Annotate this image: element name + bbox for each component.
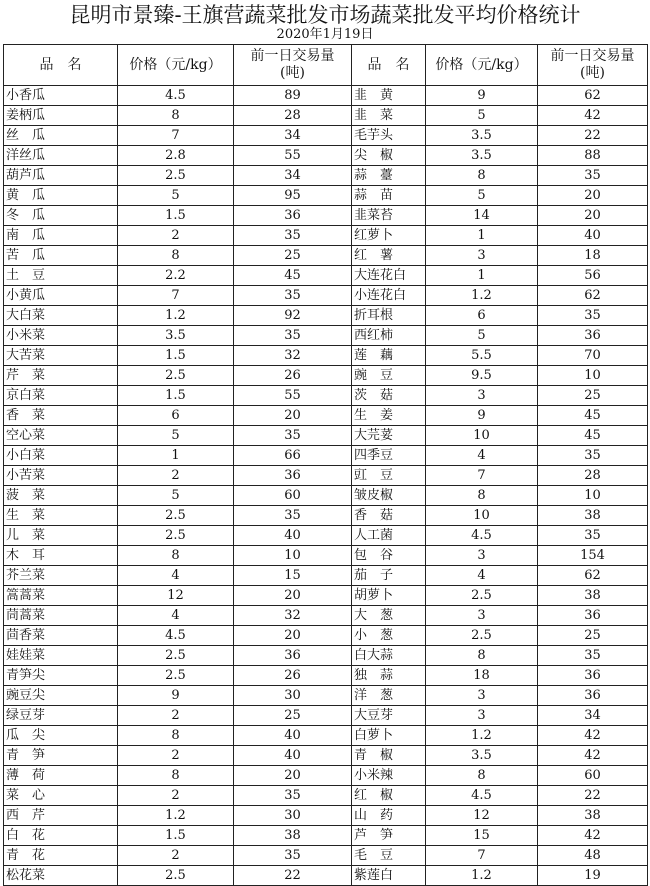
item-name: 小黄瓜 xyxy=(4,286,118,306)
item-volume: 20 xyxy=(234,766,352,786)
table-row xyxy=(4,406,648,426)
item-price: 6 xyxy=(426,306,538,326)
item-price: 7 xyxy=(426,846,538,866)
item-volume: 38 xyxy=(538,506,648,526)
item-price: 1.5 xyxy=(118,346,234,366)
item-volume: 32 xyxy=(234,606,352,626)
item-price: 7 xyxy=(118,286,234,306)
item-volume: 42 xyxy=(538,746,648,766)
item-price: 3 xyxy=(426,606,538,626)
item-name: 西红柿 xyxy=(352,326,426,346)
item-price: 14 xyxy=(426,206,538,226)
item-name: 胡萝卜 xyxy=(352,586,426,606)
header-label: 价格（元/kg） xyxy=(129,56,222,73)
item-name: 人工菌 xyxy=(352,526,426,546)
item-volume: 42 xyxy=(538,726,648,746)
item-price: 1.2 xyxy=(426,286,538,306)
table-row xyxy=(4,686,648,706)
table-row xyxy=(4,446,648,466)
item-price: 8 xyxy=(118,546,234,566)
item-name: 小 葱 xyxy=(352,626,426,646)
item-price: 4.5 xyxy=(118,86,234,106)
item-price: 8 xyxy=(426,486,538,506)
item-name: 尖 椒 xyxy=(352,146,426,166)
item-volume: 15 xyxy=(234,566,352,586)
item-volume: 26 xyxy=(234,366,352,386)
item-price: 4.5 xyxy=(118,626,234,646)
item-name: 黄 瓜 xyxy=(4,186,118,206)
item-name: 豇 豆 xyxy=(352,466,426,486)
item-price: 1.2 xyxy=(118,806,234,826)
item-name: 大芫荽 xyxy=(352,426,426,446)
item-price: 9 xyxy=(426,86,538,106)
item-price: 1.2 xyxy=(426,726,538,746)
item-name: 韭 菜 xyxy=(352,106,426,126)
table-row xyxy=(4,206,648,226)
item-name: 茴香菜 xyxy=(4,626,118,646)
item-price: 5 xyxy=(426,326,538,346)
item-name: 芥兰菜 xyxy=(4,566,118,586)
item-name: 大连花白 xyxy=(352,266,426,286)
item-name: 小米辣 xyxy=(352,766,426,786)
item-price: 10 xyxy=(426,426,538,446)
table-row xyxy=(4,106,648,126)
item-name: 瓜 尖 xyxy=(4,726,118,746)
item-volume: 10 xyxy=(538,366,648,386)
item-price: 8 xyxy=(118,766,234,786)
item-name: 四季豆 xyxy=(352,446,426,466)
item-price: 1.5 xyxy=(118,826,234,846)
item-volume: 20 xyxy=(538,186,648,206)
item-name: 生 姜 xyxy=(352,406,426,426)
item-volume: 20 xyxy=(234,406,352,426)
item-volume: 35 xyxy=(234,286,352,306)
item-name: 蒜 苗 xyxy=(352,186,426,206)
item-volume: 36 xyxy=(538,606,648,626)
item-name: 芹 菜 xyxy=(4,366,118,386)
item-name: 丝 瓜 xyxy=(4,126,118,146)
item-price: 10 xyxy=(426,506,538,526)
item-name: 南 瓜 xyxy=(4,226,118,246)
item-name: 大白菜 xyxy=(4,306,118,326)
item-volume: 38 xyxy=(538,586,648,606)
item-volume: 35 xyxy=(234,426,352,446)
item-name: 大豆芽 xyxy=(352,706,426,726)
item-volume: 28 xyxy=(538,466,648,486)
table-row xyxy=(4,286,648,306)
item-volume: 22 xyxy=(234,866,352,886)
item-name: 小香瓜 xyxy=(4,86,118,106)
item-volume: 35 xyxy=(538,446,648,466)
item-name: 菜 心 xyxy=(4,786,118,806)
item-price: 2.2 xyxy=(118,266,234,286)
item-price: 4 xyxy=(118,606,234,626)
item-volume: 36 xyxy=(538,666,648,686)
item-name: 西 芹 xyxy=(4,806,118,826)
item-volume: 62 xyxy=(538,286,648,306)
header-volume-left xyxy=(234,45,352,86)
item-name: 洋 葱 xyxy=(352,686,426,706)
item-price: 3.5 xyxy=(426,146,538,166)
item-volume: 35 xyxy=(234,326,352,346)
item-price: 1.5 xyxy=(118,206,234,226)
item-volume: 40 xyxy=(234,746,352,766)
table-row xyxy=(4,366,648,386)
header-price-left xyxy=(118,45,234,86)
item-price: 8 xyxy=(426,166,538,186)
item-name: 韭菜苔 xyxy=(352,206,426,226)
item-volume: 30 xyxy=(234,806,352,826)
table-row xyxy=(4,586,648,606)
item-name: 白萝卜 xyxy=(352,726,426,746)
item-name: 白大蒜 xyxy=(352,646,426,666)
item-price: 2 xyxy=(118,226,234,246)
item-volume: 36 xyxy=(234,206,352,226)
item-volume: 10 xyxy=(234,546,352,566)
item-name: 小苦菜 xyxy=(4,466,118,486)
header-row xyxy=(4,45,648,86)
item-price: 15 xyxy=(426,826,538,846)
item-volume: 35 xyxy=(234,846,352,866)
table-row xyxy=(4,566,648,586)
item-volume: 60 xyxy=(234,486,352,506)
item-volume: 22 xyxy=(538,126,648,146)
item-name: 红萝卜 xyxy=(352,226,426,246)
header-label: (吨) xyxy=(580,65,605,81)
item-name: 儿 菜 xyxy=(4,526,118,546)
item-name: 紫莲白 xyxy=(352,866,426,886)
table-row xyxy=(4,246,648,266)
item-volume: 45 xyxy=(538,426,648,446)
item-price: 4 xyxy=(118,566,234,586)
item-name: 青笋尖 xyxy=(4,666,118,686)
item-volume: 38 xyxy=(538,806,648,826)
item-price: 5 xyxy=(118,426,234,446)
item-price: 4.5 xyxy=(426,786,538,806)
item-name: 生 菜 xyxy=(4,506,118,526)
table-row xyxy=(4,626,648,646)
item-price: 4 xyxy=(426,566,538,586)
item-price: 4.5 xyxy=(426,526,538,546)
item-price: 5 xyxy=(118,186,234,206)
item-volume: 35 xyxy=(538,526,648,546)
item-price: 9 xyxy=(118,686,234,706)
header-name-left xyxy=(4,45,118,86)
item-volume: 42 xyxy=(538,106,648,126)
item-volume: 38 xyxy=(234,826,352,846)
table-row xyxy=(4,546,648,566)
item-volume: 20 xyxy=(538,206,648,226)
table-row xyxy=(4,786,648,806)
table-row xyxy=(4,426,648,446)
item-price: 2.5 xyxy=(118,166,234,186)
item-name: 菠 菜 xyxy=(4,486,118,506)
table-row xyxy=(4,746,648,766)
table-row xyxy=(4,166,648,186)
item-volume: 40 xyxy=(538,226,648,246)
item-volume: 40 xyxy=(234,726,352,746)
document-title: 昆明市景臻-王旗营蔬菜批发市场蔬菜批发平均价格统计 xyxy=(69,3,581,27)
table-row xyxy=(4,346,648,366)
item-name: 独 蒜 xyxy=(352,666,426,686)
item-price: 3.5 xyxy=(426,126,538,146)
item-price: 8 xyxy=(426,766,538,786)
item-price: 5 xyxy=(426,186,538,206)
item-volume: 30 xyxy=(234,686,352,706)
item-name: 芦 笋 xyxy=(352,826,426,846)
item-volume: 36 xyxy=(538,326,648,346)
item-name: 洋丝瓜 xyxy=(4,146,118,166)
item-name: 大 葱 xyxy=(352,606,426,626)
item-price: 1.5 xyxy=(118,386,234,406)
item-price: 6 xyxy=(118,406,234,426)
item-name: 红 椒 xyxy=(352,786,426,806)
item-price: 2 xyxy=(118,466,234,486)
item-name: 青 椒 xyxy=(352,746,426,766)
item-volume: 34 xyxy=(234,166,352,186)
item-name: 苦 瓜 xyxy=(4,246,118,266)
table-row xyxy=(4,146,648,166)
item-name: 薄 荷 xyxy=(4,766,118,786)
item-price: 8 xyxy=(118,726,234,746)
item-volume: 25 xyxy=(538,386,648,406)
item-name: 娃娃菜 xyxy=(4,646,118,666)
table-row xyxy=(4,866,648,886)
item-volume: 48 xyxy=(538,846,648,866)
table-row xyxy=(4,306,648,326)
item-price: 1 xyxy=(426,266,538,286)
item-name: 小白菜 xyxy=(4,446,118,466)
item-price: 2.5 xyxy=(118,506,234,526)
item-price: 12 xyxy=(118,586,234,606)
item-volume: 20 xyxy=(234,626,352,646)
item-volume: 35 xyxy=(234,506,352,526)
item-name: 茨 菇 xyxy=(352,386,426,406)
item-name: 大苦菜 xyxy=(4,346,118,366)
item-price: 2.5 xyxy=(118,366,234,386)
header-volume-right xyxy=(538,45,648,86)
item-volume: 25 xyxy=(234,706,352,726)
item-price: 4 xyxy=(426,446,538,466)
item-price: 2.8 xyxy=(118,146,234,166)
item-volume: 18 xyxy=(538,246,648,266)
table-row xyxy=(4,806,648,826)
item-volume: 45 xyxy=(538,406,648,426)
item-volume: 28 xyxy=(234,106,352,126)
item-price: 2.5 xyxy=(426,586,538,606)
item-volume: 70 xyxy=(538,346,648,366)
table-row xyxy=(4,766,648,786)
item-name: 青 花 xyxy=(4,846,118,866)
header-name-right xyxy=(352,45,426,86)
item-volume: 36 xyxy=(234,466,352,486)
item-price: 2.5 xyxy=(118,646,234,666)
item-price: 2 xyxy=(118,706,234,726)
item-name: 皱皮椒 xyxy=(352,486,426,506)
item-price: 18 xyxy=(426,666,538,686)
item-price: 3.5 xyxy=(426,746,538,766)
table-row xyxy=(4,826,648,846)
item-volume: 42 xyxy=(538,826,648,846)
item-volume: 45 xyxy=(234,266,352,286)
item-volume: 36 xyxy=(234,646,352,666)
item-volume: 88 xyxy=(538,146,648,166)
item-name: 青 笋 xyxy=(4,746,118,766)
item-price: 9.5 xyxy=(426,366,538,386)
item-volume: 35 xyxy=(538,306,648,326)
item-price: 5 xyxy=(118,486,234,506)
table-row xyxy=(4,846,648,866)
item-name: 白 花 xyxy=(4,826,118,846)
item-volume: 95 xyxy=(234,186,352,206)
item-name: 茄 子 xyxy=(352,566,426,586)
table-row xyxy=(4,646,648,666)
item-volume: 19 xyxy=(538,866,648,886)
item-volume: 35 xyxy=(234,226,352,246)
table-row xyxy=(4,266,648,286)
item-name: 小米菜 xyxy=(4,326,118,346)
item-volume: 34 xyxy=(538,706,648,726)
item-name: 香 菇 xyxy=(352,506,426,526)
item-name: 红 薯 xyxy=(352,246,426,266)
item-volume: 26 xyxy=(234,666,352,686)
table-body xyxy=(4,86,648,886)
item-price: 2 xyxy=(118,786,234,806)
item-price: 9 xyxy=(426,406,538,426)
item-volume: 62 xyxy=(538,566,648,586)
item-volume: 55 xyxy=(234,386,352,406)
item-price: 2.5 xyxy=(118,526,234,546)
item-name: 豌 豆 xyxy=(352,366,426,386)
header-label: 前一日交易量 xyxy=(550,48,635,64)
item-volume: 35 xyxy=(538,166,648,186)
item-price: 3 xyxy=(426,706,538,726)
item-volume: 40 xyxy=(234,526,352,546)
item-price: 2 xyxy=(118,746,234,766)
item-name: 土 豆 xyxy=(4,266,118,286)
item-price: 3 xyxy=(426,546,538,566)
item-name: 豌豆尖 xyxy=(4,686,118,706)
item-volume: 56 xyxy=(538,266,648,286)
table-row xyxy=(4,386,648,406)
item-name: 茼蒿菜 xyxy=(4,606,118,626)
item-volume: 62 xyxy=(538,86,648,106)
item-name: 绿豆芽 xyxy=(4,706,118,726)
item-volume: 25 xyxy=(234,246,352,266)
table-row xyxy=(4,726,648,746)
table-row xyxy=(4,186,648,206)
item-volume: 20 xyxy=(234,586,352,606)
item-volume: 36 xyxy=(538,686,648,706)
item-volume: 66 xyxy=(234,446,352,466)
item-volume: 22 xyxy=(538,786,648,806)
item-volume: 55 xyxy=(234,146,352,166)
table-row xyxy=(4,86,648,106)
item-name: 韭 黄 xyxy=(352,86,426,106)
item-volume: 34 xyxy=(234,126,352,146)
item-name: 小连花白 xyxy=(352,286,426,306)
header-price-right xyxy=(426,45,538,86)
item-price: 3.5 xyxy=(118,326,234,346)
item-volume: 10 xyxy=(538,486,648,506)
item-volume: 35 xyxy=(234,786,352,806)
table-row xyxy=(4,466,648,486)
item-name: 蒜 薹 xyxy=(352,166,426,186)
item-name: 香 菜 xyxy=(4,406,118,426)
item-volume: 154 xyxy=(538,546,648,566)
item-price: 5 xyxy=(426,106,538,126)
document-date: 2020年1月19日 xyxy=(276,27,374,42)
table-row xyxy=(4,706,648,726)
item-name: 包 谷 xyxy=(352,546,426,566)
table-row xyxy=(4,526,648,546)
item-volume: 89 xyxy=(234,86,352,106)
item-price: 3 xyxy=(426,246,538,266)
item-price: 5.5 xyxy=(426,346,538,366)
table-row xyxy=(4,486,648,506)
item-name: 姜柄瓜 xyxy=(4,106,118,126)
item-price: 7 xyxy=(426,466,538,486)
item-price: 12 xyxy=(426,806,538,826)
item-name: 山 药 xyxy=(352,806,426,826)
header-label: 品 名 xyxy=(367,56,410,73)
item-price: 2.5 xyxy=(118,866,234,886)
header-label: 品 名 xyxy=(39,56,82,73)
item-price: 1 xyxy=(426,226,538,246)
item-name: 京白菜 xyxy=(4,386,118,406)
table-row xyxy=(4,326,648,346)
item-volume: 92 xyxy=(234,306,352,326)
item-price: 2.5 xyxy=(118,666,234,686)
table-row xyxy=(4,226,648,246)
item-name: 葫芦瓜 xyxy=(4,166,118,186)
price-table xyxy=(3,44,648,886)
header-label: 价格（元/kg） xyxy=(435,56,528,73)
item-name: 松花菜 xyxy=(4,866,118,886)
item-name: 木 耳 xyxy=(4,546,118,566)
item-price: 1.2 xyxy=(426,866,538,886)
table-row xyxy=(4,606,648,626)
item-price: 8 xyxy=(118,106,234,126)
item-name: 折耳根 xyxy=(352,306,426,326)
item-volume: 35 xyxy=(538,646,648,666)
item-volume: 32 xyxy=(234,346,352,366)
item-volume: 25 xyxy=(538,626,648,646)
item-name: 毛芋头 xyxy=(352,126,426,146)
item-price: 1.2 xyxy=(118,306,234,326)
item-price: 2.5 xyxy=(426,626,538,646)
item-price: 7 xyxy=(118,126,234,146)
item-name: 毛 豆 xyxy=(352,846,426,866)
item-price: 2 xyxy=(118,846,234,866)
item-price: 1 xyxy=(118,446,234,466)
item-price: 8 xyxy=(118,246,234,266)
table-row xyxy=(4,666,648,686)
item-price: 3 xyxy=(426,686,538,706)
table-row xyxy=(4,126,648,146)
item-volume: 60 xyxy=(538,766,648,786)
item-name: 篙蒿菜 xyxy=(4,586,118,606)
item-name: 空心菜 xyxy=(4,426,118,446)
table-row xyxy=(4,506,648,526)
header-label: 前一日交易量 xyxy=(250,48,335,64)
item-name: 冬 瓜 xyxy=(4,206,118,226)
item-price: 8 xyxy=(426,646,538,666)
header-label: (吨) xyxy=(280,65,305,81)
item-name: 莲 藕 xyxy=(352,346,426,366)
item-price: 3 xyxy=(426,386,538,406)
